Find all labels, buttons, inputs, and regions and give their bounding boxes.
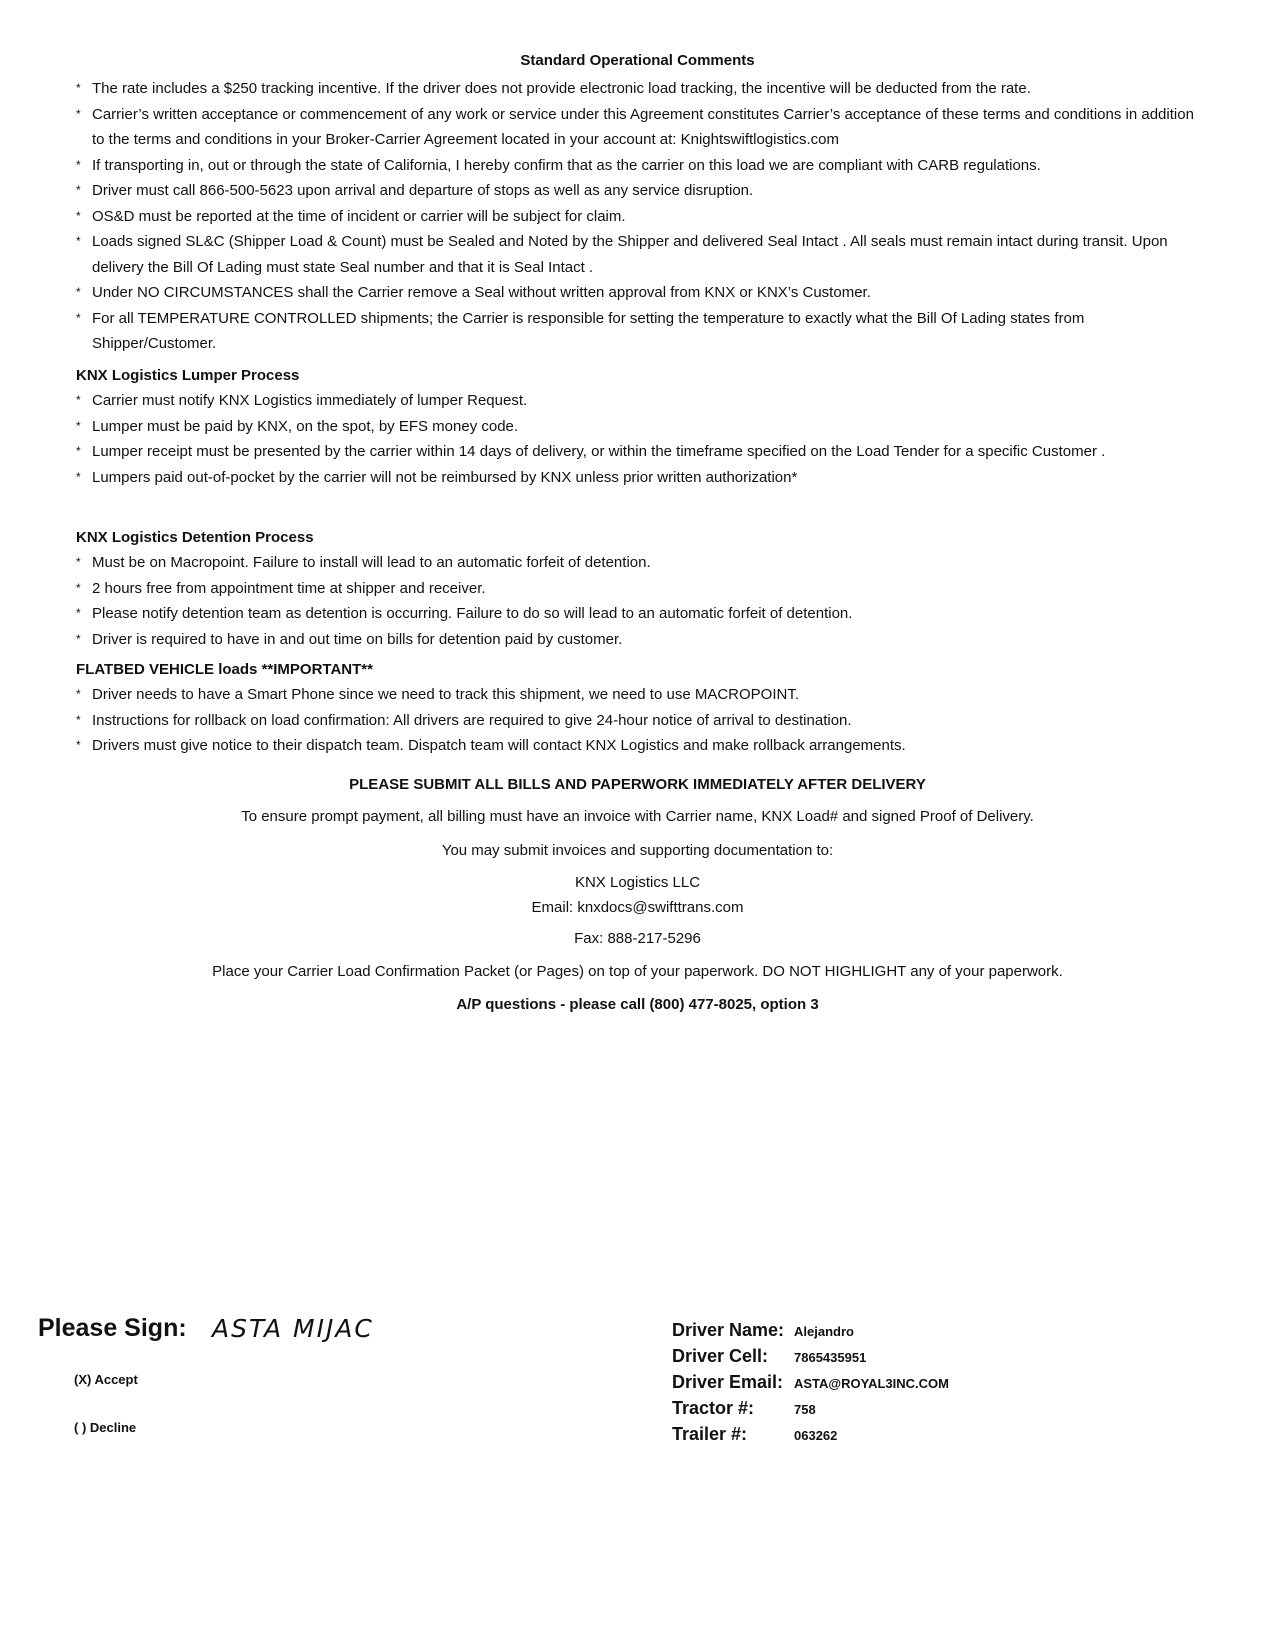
asterisk-icon: * — [76, 712, 81, 727]
asterisk-icon: * — [76, 81, 81, 95]
driver-cell-value: 7865435951 — [794, 1350, 867, 1365]
tractor-value: 758 — [794, 1402, 816, 1417]
asterisk-icon: * — [76, 183, 81, 197]
list-item: * Carrier’s written acceptance or commencement of any work or service under this Agreement constitutes Carrier’s acceptance of these terms and conditions in addition to the terms and conditions in your Broker-Carrier Agreement located in your account at: Knightswiftlogistics.com — [76, 102, 1206, 153]
detention-section — [76, 526, 1206, 652]
asterisk-icon: * — [76, 310, 81, 325]
asterisk-icon: * — [76, 738, 81, 752]
list-item: * Drivers must give notice to their dispatch team. Dispatch team will contact KNX Logistics and make rollback arrangements. — [76, 733, 1206, 759]
list-item: * Loads signed SL&C (Shipper Load & Count) must be Sealed and Noted by the Shipper and delivered Seal Intact . All seals must remain intact during transit. Upon delivery the Bill Of Lading must state Seal number and that it is Seal Intact . — [76, 229, 1206, 280]
list-item: * 2 hours free from appointment time at shipper and receiver. — [76, 576, 1206, 602]
list-item: * Under NO CIRCUMSTANCES shall the Carrier remove a Seal without written approval from KNX or KNX’s Customer. — [76, 280, 1206, 306]
decline-option[interactable]: ( ) Decline — [74, 1420, 137, 1435]
list-item: * Instructions for rollback on load confirmation: All drivers are required to give 24-hour notice of arrival to destination. — [76, 708, 1206, 734]
packet-note: Place your Carrier Load Confirmation Packet (or Pages) on top of your paperwork. DO NOT HIGHLIGHT any of your paperwork. — [212, 963, 1063, 980]
section-heading: KNX Logistics Lumper Process — [76, 367, 300, 384]
billing-heading: PLEASE SUBMIT ALL BILLS AND PAPERWORK IMMEDIATELY AFTER DELIVERY — [349, 776, 926, 793]
asterisk-icon: * — [76, 285, 81, 299]
driver-name-value: Alejandro — [794, 1324, 854, 1339]
company-name: KNX Logistics LLC — [574, 874, 701, 891]
flatbed-section — [76, 658, 1206, 759]
asterisk-icon: * — [76, 555, 81, 569]
driver-cell-label: Driver Cell: — [672, 1346, 769, 1366]
asterisk-icon: * — [76, 418, 81, 433]
sign-label: Please Sign: — [38, 1314, 187, 1342]
list-item: * Please notify detention team as detention is occurring. Failure to do so will lead to an automatic forfeit of detention. — [76, 601, 1206, 627]
asterisk-icon: * — [76, 631, 81, 646]
driver-name-label: Driver Name: — [672, 1320, 785, 1340]
asterisk-icon: * — [76, 606, 81, 620]
driver-email-label: Driver Email: — [672, 1372, 784, 1392]
list-item: * Must be on Macropoint. Failure to install will lead to an automatic forfeit of detention. — [76, 550, 1206, 576]
accept-option[interactable]: (X) Accept — [74, 1372, 138, 1387]
billing-section — [0, 776, 1275, 1013]
list-item: * Lumper receipt must be presented by the carrier within 14 days of delivery, or within the timeframe specified on the Load Tender for a specific Customer . — [76, 439, 1206, 465]
driver-email-row — [672, 1372, 949, 1398]
billing-email: Email: knxdocs@swifttrans.com — [531, 899, 744, 916]
list-item: * Carrier must notify KNX Logistics immediately of lumper Request. — [76, 388, 1206, 414]
operational-comments-list — [76, 76, 1206, 357]
section-heading: KNX Logistics Detention Process — [76, 529, 314, 546]
trailer-row — [672, 1424, 949, 1450]
list-item: * The rate includes a $250 tracking incentive. If the driver does not provide electronic load tracking, the incentive will be deducted from the rate. — [76, 76, 1206, 102]
submit-to-text: You may submit invoices and supporting documentation to: — [441, 842, 834, 859]
driver-cell-row — [672, 1346, 949, 1372]
asterisk-icon: * — [76, 234, 81, 248]
list-item: * OS&D must be reported at the time of incident or carrier will be subject for claim. — [76, 204, 1206, 230]
list-item: * Driver needs to have a Smart Phone since we need to track this shipment, we need to use MACROPOINT. — [76, 682, 1206, 708]
tractor-label: Tractor #: — [672, 1398, 755, 1418]
asterisk-icon: * — [76, 687, 81, 701]
signature-value[interactable]: ASTA MIJAC — [212, 1314, 374, 1343]
asterisk-icon: * — [76, 444, 81, 458]
lumper-section — [76, 364, 1206, 490]
trailer-label: Trailer #: — [672, 1424, 748, 1444]
asterisk-icon: * — [76, 580, 81, 595]
list-item: * Driver must call 866-500-5623 upon arrival and departure of stops as well as any service disruption. — [76, 178, 1206, 204]
asterisk-icon: * — [76, 469, 81, 484]
asterisk-icon: * — [76, 106, 81, 121]
trailer-value: 063262 — [794, 1428, 838, 1443]
list-item: * If transporting in, out or through the state of California, I hereby confirm that as the carrier on this load we are compliant with CARB regulations. — [76, 153, 1206, 179]
prompt-payment-text: To ensure prompt payment, all billing must have an invoice with Carrier name, KNX Load# and signed Proof of Delivery. — [241, 808, 1034, 825]
list-item: * For all TEMPERATURE CONTROLLED shipments; the Carrier is responsible for setting the temperature to exactly what the Bill Of Lading states from Shipper/Customer. — [76, 306, 1206, 357]
page-title: Standard Operational Comments — [520, 52, 755, 69]
list-item: * Lumper must be paid by KNX, on the spot, by EFS money code. — [76, 414, 1206, 440]
driver-details — [672, 1320, 949, 1450]
driver-name-row — [672, 1320, 949, 1346]
tractor-row — [672, 1398, 949, 1424]
list-item: * Driver is required to have in and out time on bills for detention paid by customer. — [76, 627, 1206, 653]
asterisk-icon: * — [76, 208, 81, 223]
asterisk-icon: * — [76, 393, 81, 407]
ap-questions: A/P questions - please call (800) 477-8025, option 3 — [456, 996, 819, 1013]
billing-fax: Fax: 888-217-5296 — [574, 930, 701, 947]
list-item: * Lumpers paid out-of-pocket by the carrier will not be reimbursed by KNX unless prior written authorization* — [76, 465, 1206, 491]
driver-email-value: ASTA@ROYAL3INC.COM — [794, 1376, 949, 1391]
asterisk-icon: * — [76, 157, 81, 172]
section-heading: FLATBED VEHICLE loads **IMPORTANT** — [76, 661, 373, 678]
